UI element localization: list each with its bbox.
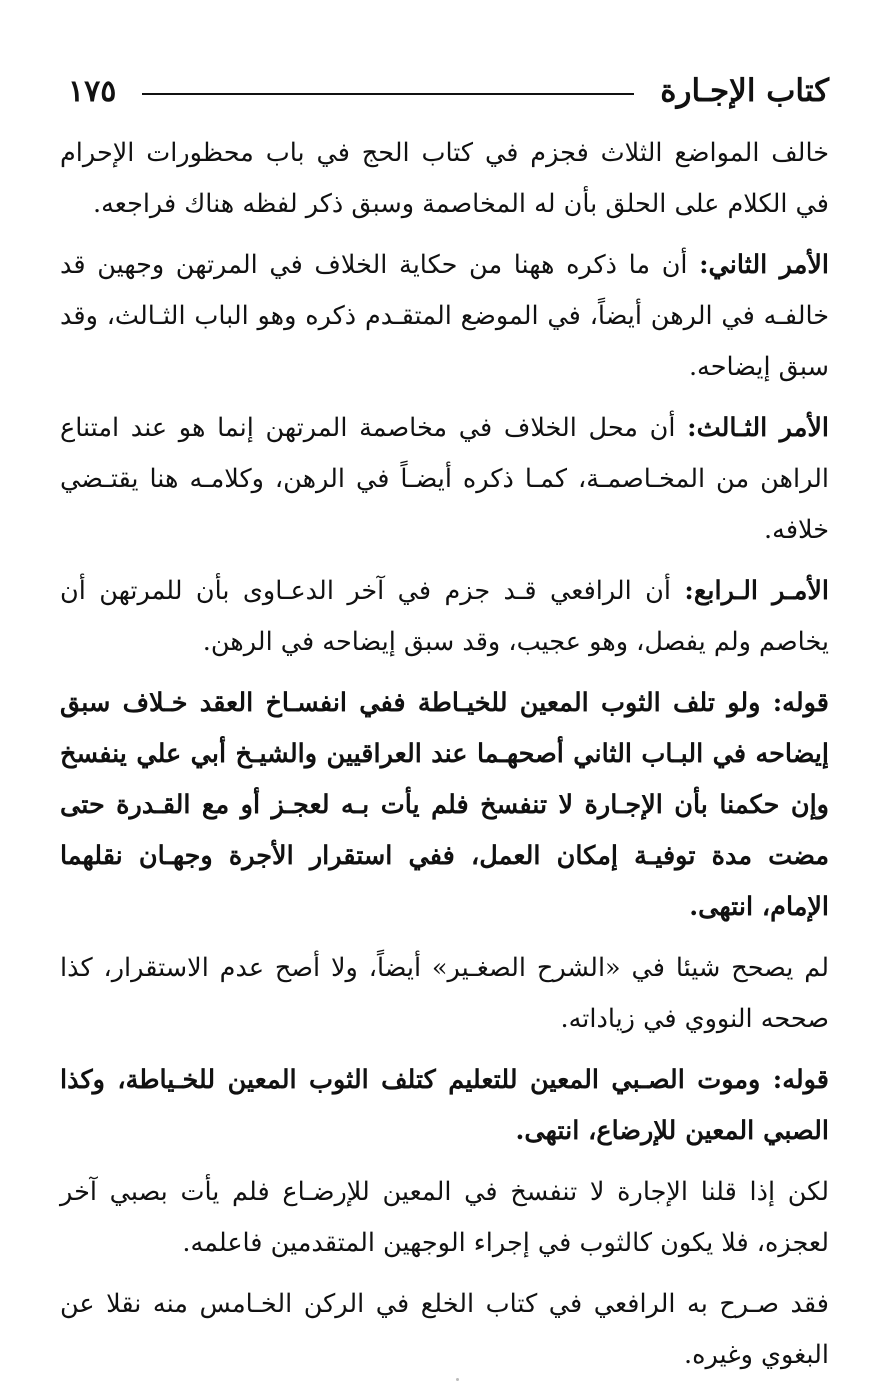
quoted-statement-1: [60, 678, 829, 933]
paragraph-text: أن ما ذكره ههنا من حكاية الخلاف في المرتهن وجهين قد خالفـه في الرهن أيضاً، في الموضع المتقـدم ذكره وهو الباب الثـالث، وقد سبق إيضاحه.: [60, 250, 829, 382]
running-title: كتاب الإجـارة: [660, 73, 829, 109]
paragraph-text: لم يصحح شيئا في «الشرح الصغـير» أيضاً، ولا أصح عدم الاستقرار، كذا صححه النووي في زياداته.: [60, 953, 829, 1034]
page-header: [68, 66, 829, 116]
paragraph-text: خالف المواضع الثلاث فجزم في كتاب الحج في باب محظورات الإحرام في الكلام على الحلق بأن له المخاصمة وسبق ذكر لفظه هناك فراجعه.: [60, 138, 829, 219]
paragraph-2: [60, 240, 829, 393]
paragraph-text: لكن إذا قلنا الإجارة لا تنفسخ في المعين للإرضـاع فلم يأت بصبي آخر لعجزه، فلا يكون كالثوب في إجراء الوجهين المتقدمين فاعلمه.: [60, 1177, 829, 1258]
paragraph-lead: الأمر الثـالث:: [687, 413, 830, 443]
paragraph-8: [60, 1167, 829, 1269]
paragraph-text: قوله: ولو تلف الثوب المعين للخيـاطة ففي انفسـاخ العقد خـلاف سبق إيضاحه في البـاب الثاني أصحهـما عند العراقيين والشيـخ أبي علي ينفسخ وإن حكمنا بأن الإجـارة لا تنفسخ فلم يأت بـه لعجـز أو مع القـدرة حتى مضت مدة توفيـة إمكان العمل، ففي استقرار الأجرة وجهـان نقلهما الإمام، انتهى.: [60, 688, 829, 922]
paragraph-lead: الأمـر الـرابع:: [684, 576, 829, 606]
page-number: ١٧٥: [68, 73, 117, 109]
header-rule: [142, 93, 634, 95]
body-text: [60, 128, 829, 1391]
paragraph-1: [60, 128, 829, 230]
paragraph-lead: الأمر الثاني:: [699, 250, 829, 280]
paragraph-text: أن الرافعي قـد جزم في آخر الدعـاوى بأن للمرتهن أن يخاصم ولم يفصل، وهو عجيب، وقد سبق إيضاحه في الرهن.: [60, 576, 829, 657]
scan-speck: [456, 1378, 459, 1381]
paragraph-4: [60, 566, 829, 668]
paragraph-text: قوله: وموت الصـبي المعين للتعليم كتلف الثوب المعين للخـياطة، وكذا الصبي المعين للإرضاع، انتهى.: [60, 1065, 829, 1146]
paragraph-6: [60, 943, 829, 1045]
paragraph-text: أن محل الخلاف في مخاصمة المرتهن إنما هو عند امتناع الراهن من المخـاصمـة، كمـا ذكره أيضـاً في الرهن، وكلامـه هنا يقتـضي خلافه.: [60, 413, 829, 545]
paragraph-9: [60, 1279, 829, 1381]
paragraph-3: [60, 403, 829, 556]
quoted-statement-2: [60, 1055, 829, 1157]
paragraph-text: فقد صـرح به الرافعي في كتاب الخلع في الركن الخـامس منه نقلا عن البغوي وغيره.: [60, 1289, 829, 1370]
